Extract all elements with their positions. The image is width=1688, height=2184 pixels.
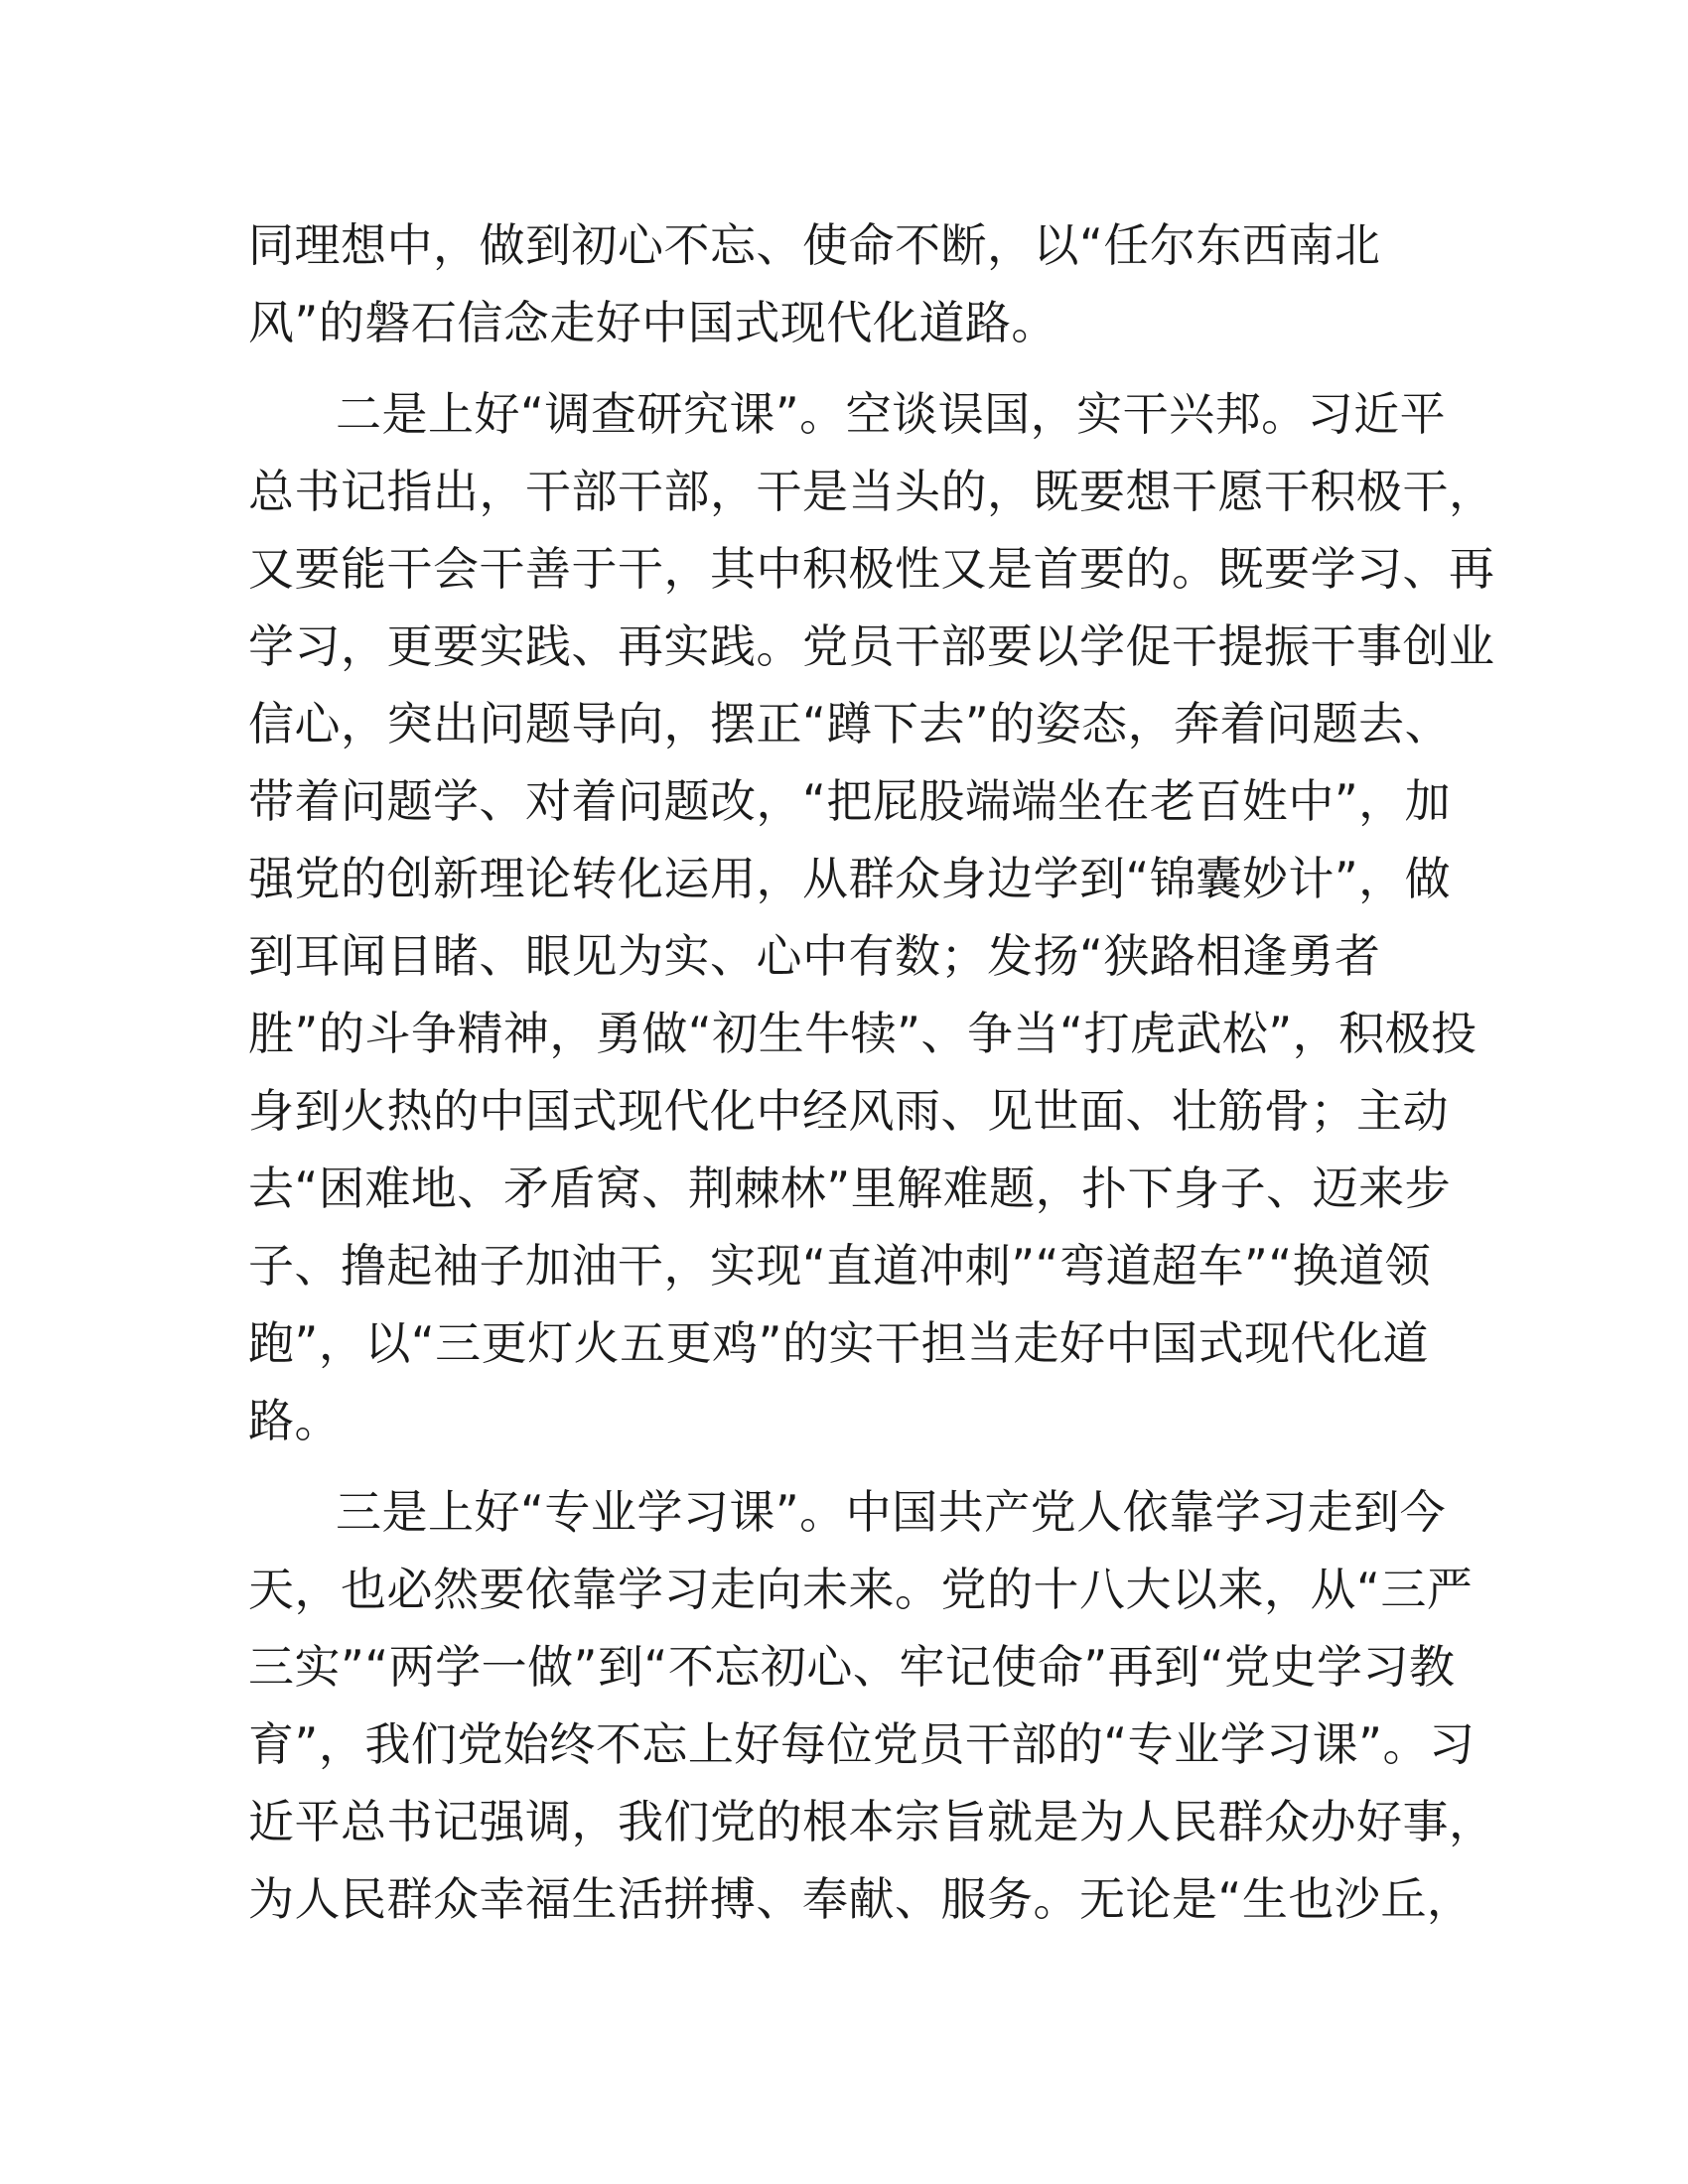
text-line: 二是上好“调查研究课”。空谈误国，实干兴邦。习近平 bbox=[336, 387, 1447, 441]
text-line: 三是上好“专业学习课”。中国共产党人依靠学习走到今 bbox=[336, 1485, 1447, 1539]
text-line: 路。 bbox=[248, 1394, 341, 1447]
paragraph-1 bbox=[248, 206, 1440, 361]
text-line: 身到火热的中国式现代化中经风雨、见世面、壮筋骨；主动 bbox=[248, 1084, 1449, 1138]
paragraph-2 bbox=[248, 375, 1495, 1459]
text-line: 育”，我们党始终不忘上好每位党员干部的“专业学习课”。习 bbox=[248, 1717, 1476, 1771]
text-line: 子、撸起袖子加油干，实现“直道冲刺”“弯道超车”“换道领 bbox=[248, 1239, 1432, 1293]
text-line: 天，也必然要依靠学习走向未来。党的十八大以来，从“三严 bbox=[248, 1563, 1474, 1616]
text-line: 风”的磐石信念走好中国式现代化道路。 bbox=[248, 296, 1057, 349]
paragraph-3 bbox=[248, 1473, 1495, 1938]
text-line: 学习，更要实践、再实践。党员干部要以学促干提振干事创业 bbox=[248, 619, 1495, 673]
text-line: 去“困难地、矛盾窝、荆棘林”里解难题，扑下身子、迈来步 bbox=[248, 1161, 1452, 1215]
text-line: 跑”，以“三更灯火五更鸡”的实干担当走好中国式现代化道 bbox=[248, 1316, 1429, 1370]
body-text bbox=[248, 206, 1495, 1938]
text-line: 又要能干会干善于干，其中积极性又是首要的。既要学习、再 bbox=[248, 542, 1495, 596]
text-line: 为人民群众幸福生活拼搏、奉献、服务。无论是“生也沙丘， bbox=[248, 1872, 1474, 1926]
text-line: 三实”“两学一做”到“不忘初心、牢记使命”再到“党史学习教 bbox=[248, 1640, 1456, 1694]
text-line: 总书记指出，干部干部，干是当头的，既要想干愿干积极干， bbox=[248, 465, 1495, 518]
text-line: 信心，突出问题导向，摆正“蹲下去”的姿态，奔着问题去、 bbox=[248, 697, 1452, 751]
text-line: 带着问题学、对着问题改，“把屁股端端坐在老百姓中”，加 bbox=[248, 774, 1452, 828]
text-line: 到耳闻目睹、眼见为实、心中有数；发扬“狭路相逢勇者 bbox=[248, 929, 1381, 983]
text-line: 近平总书记强调，我们党的根本宗旨就是为人民群众办好事， bbox=[248, 1795, 1495, 1848]
text-line: 同理想中，做到初心不忘、使命不断，以“任尔东西南北 bbox=[248, 218, 1381, 272]
text-line: 强党的创新理论转化运用，从群众身边学到“锦囊妙计”，做 bbox=[248, 852, 1452, 905]
text-line: 胜”的斗争精神，勇做“初生牛犊”、争当“打虎武松”，积极投 bbox=[248, 1007, 1477, 1060]
